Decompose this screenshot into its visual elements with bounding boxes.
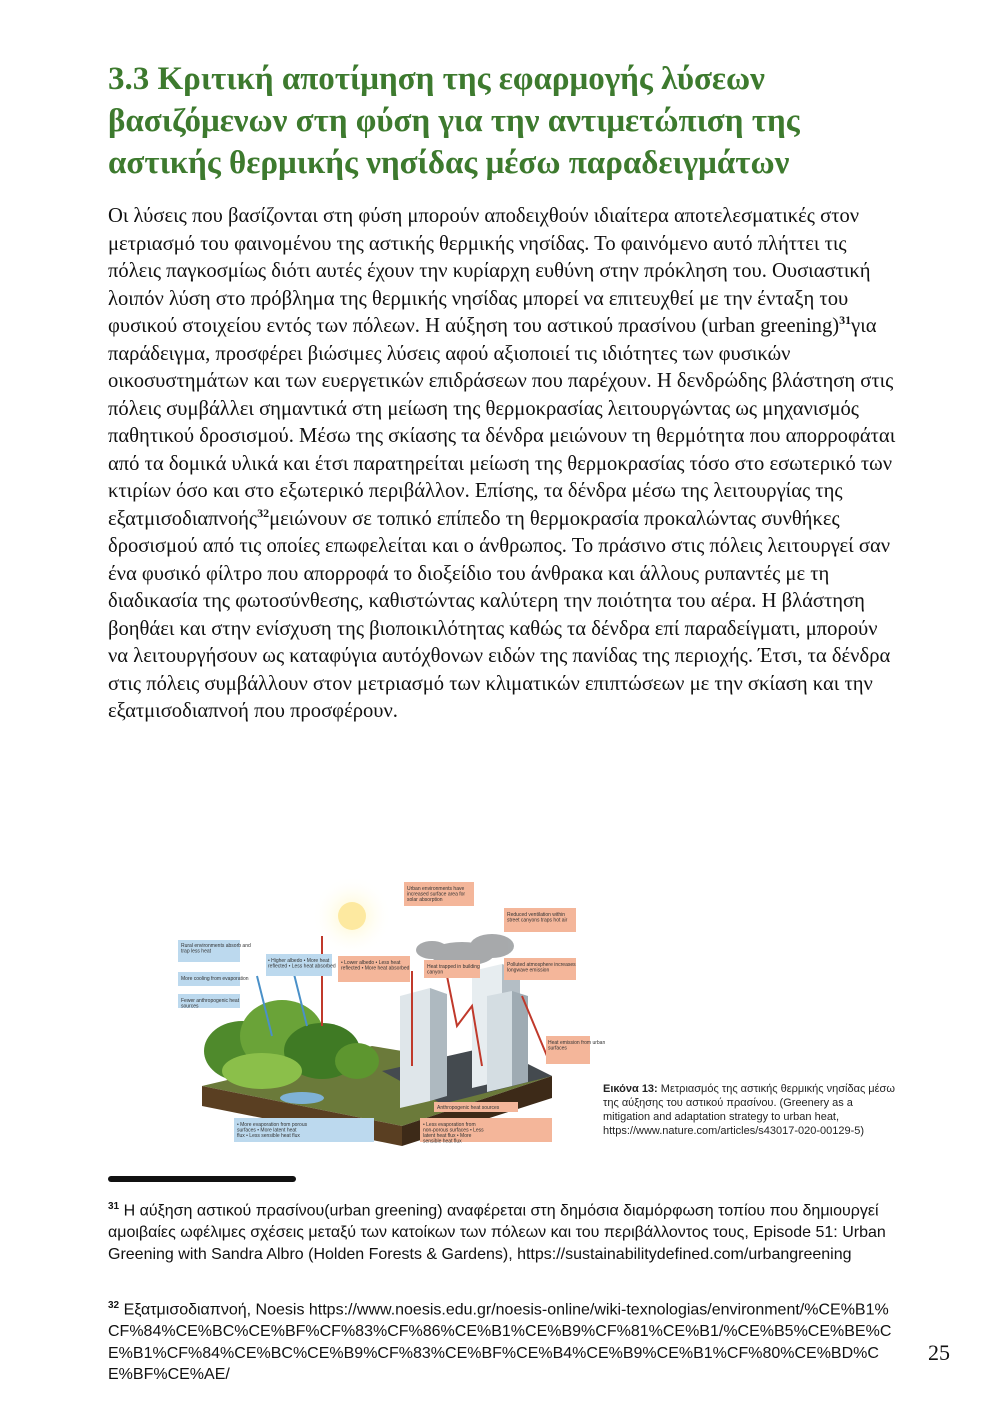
footnote-ref-32[interactable]: 32 [257, 505, 270, 520]
caption-text: Μετριασμός της αστικής θερμικής νησίδας μέσω της αύξησης του αστικού πρασίνου. (Greenery as a mitigation and adaptation strategy to urban heat, https://www.nature.com/articles/s43017-020-00129-5) [603, 1083, 895, 1137]
label-trapped: Heat trapped in building canyon [427, 964, 480, 976]
body-text-part1: Οι λύσεις που βασίζονται στη φύση μπορούν αποδειχθούν ιδιαίτερα αποτελεσματικές στον μετριασμό του φαινομένου της αστικής θερμικής νησίδας. Το φαινόμενο αυτό πλήττει τις πόλεις παγκοσμίως διότι αυτές έχουν την κυρίαρχη ευθύνη στην πρόκληση του. Ουσιαστική λοιπόν λύση στο πρόβλημα της θερμικής νησίδας μπορεί να επιτευχθεί με την ένταξη του φυσικού στοιχείου εντός των πόλεων. Η αύξηση του αστικού πρασίνου (urban greening) [108, 205, 871, 337]
footnote-separator [108, 1176, 296, 1182]
body-text-part3: μειώνουν σε τοπικό επίπεδο τη θερμοκρασία προκαλώντας συνθήκες δροσισμού από τις οποίες επωφελείται και ο άνθρωπος. Το πράσινο στις πόλεις λειτουργεί σαν ένα φυσικό φίλτρο που απορροφά το διοξείδιο του άνθρακα και άλλους ρυπαντές με τη διαδικασία της φωτοσύνθεσης, καθιστώντας καλύτερη την ποιότητα του αέρα. Η βλάστηση βοηθάει και στην ενίσχυση της βιοποικιλότητας καθώς τα δένδρα επί παραδείγματι, μπορούν να λειτουργήσουν ως καταφύγια αυτόχθονων ειδών της πανίδας της περιοχής. Έτσι, τα δένδρα στις πόλεις συμβάλλουν στον μετριασμό των κλιματικών επιπτώσεων με την σκίαση και την εξατμισοδιαπνοή που προσφέρουν. [108, 507, 891, 722]
footnote-31 [108, 1196, 898, 1265]
footnote-ref-31[interactable]: 31 [839, 313, 852, 328]
label-lower-albedo: • Lower albedo • Less heat reflected • More heat absorbed [341, 960, 410, 972]
label-porous: • More evaporation from porous surfaces • More latent heat flux • Less sensible heat flux [237, 1122, 308, 1139]
urban-heat-island-figure [172, 876, 606, 1162]
footnote-31-number: 31 [108, 1201, 120, 1212]
label-anthropogenic: Anthropogenic heat sources [437, 1105, 500, 1111]
label-emission: Heat emission from urban surfaces [548, 1040, 606, 1052]
footnote-32 [108, 1295, 898, 1386]
section-heading: 3.3 Κριτική αποτίμηση της εφαρμογής λύσεων βασιζόμενων στη φύση για την αντιμετώπιση της αστικής θερμικής νησίδας μέσω παραδειγμάτων [108, 61, 800, 181]
body-text-part2: για παράδειγμα, προσφέρει βιώσιμες λύσεις αφού αξιοποιεί τις ιδιότητες των φυσικών οικοσυστημάτων και των ευεργετικών επιδράσεων που παρέχουν. Η δενδρώδης βλάστηση στις πόλεις συμβάλλει σημαντικά στη μείωση της θερμοκρασίας λειτουργώντας ως μηχανισμός παθητικού δροσισμού. Μέσω της σκίασης τα δένδρα μειώνουν τη θερμότητα που απορροφάται από τα δομικά υλικά και έτσι παρατηρείται μείωση της θερμοκρασίας τόσο στο εσωτερικό των κτιρίων όσο και στο εξωτερικό περιβάλλον. Επίσης, τα δένδρα μέσω της λειτουργίας της εξατμισοδιαπνοής [108, 315, 896, 530]
label-nonporous: • Less evaporation from non-porous surfaces • Less latent heat flux • More sensible heat flux [423, 1122, 484, 1145]
footnote-32-text: Εξατμισοδιαπνοή, Noesis https://www.noesis.edu.gr/noesis-online/wiki-texnologias/environment/%CE%B1%CF%84%CE%BC%CE%BF%CF%83%CF%86%CE%B1%CE%B9%CF%81%CE%B1/%CE%B5%CE%BE%CE%B1%CF%84%CE%BC%CE%B9%CF%83%CE%BF%CE%B4%CE%B9%CE%B1%CF%80%CE%BD%CE%BF%CE%AE/ [108, 1301, 892, 1384]
label-higher-albedo: • Higher albedo • More heat reflected • Less heat absorbed [268, 958, 336, 970]
body-paragraph [108, 203, 898, 726]
footnote-32-number: 32 [108, 1300, 120, 1311]
label-urban-env: Urban environments have increased surface area for solar absorption [407, 886, 466, 903]
label-polluted: Polluted atmosphere increases longwave emission [507, 962, 576, 974]
label-rural: Rural environments absorb and trap less heat [181, 943, 251, 955]
page-number: 25 [928, 1340, 950, 1365]
footnote-31-text: Η αύξηση αστικού πρασίνου(urban greening) αναφέρεται στη δημόσια διαμόρφωση τοπίου που δημιουργεί αμοιβαίες ωφέλιμες σχέσεις μεταξύ των κατοίκων των πόλεων και του περιβάλλοντος τους, Episode 51: Urban Greening with Sandra Albro (Holden Forests & Gardens), https://sustainabilitydefined.com/urbangreening [108, 1202, 886, 1263]
label-cooling: More cooling from evaporation [181, 976, 249, 982]
trees-icon [204, 1000, 379, 1089]
caption-label: Εικόνα 13: [603, 1083, 658, 1095]
label-fewer: Fewer anthropogenic heat sources [181, 998, 240, 1010]
label-ventilation: Reduced ventilation within street canyons traps hot air [507, 912, 568, 924]
figure-caption [603, 1082, 903, 1138]
